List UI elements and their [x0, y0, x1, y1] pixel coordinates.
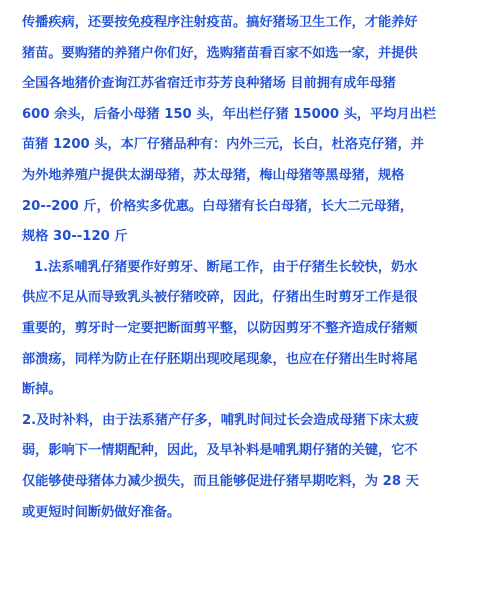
text-line: 断掉。 — [22, 382, 62, 398]
text-line: 或更短时间断奶做好准备。 — [22, 504, 181, 520]
text-line: 2.及时补料，由于法系猪产仔多，哺乳时间过长会造成母猪下床太疲 — [22, 412, 419, 428]
text-line: 仅能够使母猪体力减少损失，而且能够促进仔猪早期吃料，为 28 天 — [22, 473, 419, 489]
text-line: 为外地养殖户提供太湖母猪，苏太母猪，梅山母猪等黑母猪，规格 — [22, 167, 405, 183]
text-line: 猪苗。要购猪的养猪户你们好，选购猪苗看百家不如选一家，并提供 — [22, 45, 418, 61]
paragraph-vaccination-and-farm-info — [22, 8, 482, 253]
text-line: 供应不足从而导致乳头被仔猪咬碎，因此，仔猪出生时剪牙工作是很 — [22, 290, 418, 306]
text-line: 弱，影响下一情期配种，因此，及早补料是哺乳期仔猪的关键，它不 — [22, 443, 418, 459]
text-line: 重要的，剪牙时一定要把断面剪平整，以防因剪牙不整齐造成仔猪颊 — [22, 320, 418, 336]
text-line: 1.法系哺乳仔猪要作好剪牙、断尾工作，由于仔猪生长较快，奶水 — [34, 259, 418, 275]
paragraph-teeth-and-tail-cutting — [22, 253, 482, 406]
text-line: 规格 30--120 斤 — [22, 229, 128, 245]
paragraph-timely-feeding — [22, 406, 482, 528]
text-line: 20--200 斤，价格实多优惠。白母猪有长白母猪，长大二元母猪， — [22, 198, 414, 214]
text-line: 600 余头，后备小母猪 150 头，年出栏仔猪 15000 头，平均月出栏 — [22, 106, 437, 122]
text-line: 苗猪 1200 头，本厂仔猪品种有：内外三元，长白，杜洛克仔猪，并 — [22, 137, 424, 153]
text-line: 部溃疡，同样为防止在仔胚期出现咬尾现象，也应在仔猪出生时将尾 — [22, 351, 418, 367]
text-line: 全国各地猪价查询江苏省宿迁市芬芳良种猪场 目前拥有成年母猪 — [22, 76, 396, 92]
text-line: 传播疾病，还要按免疫程序注射疫苗。搞好猪场卫生工作，才能养好 — [22, 15, 418, 30]
